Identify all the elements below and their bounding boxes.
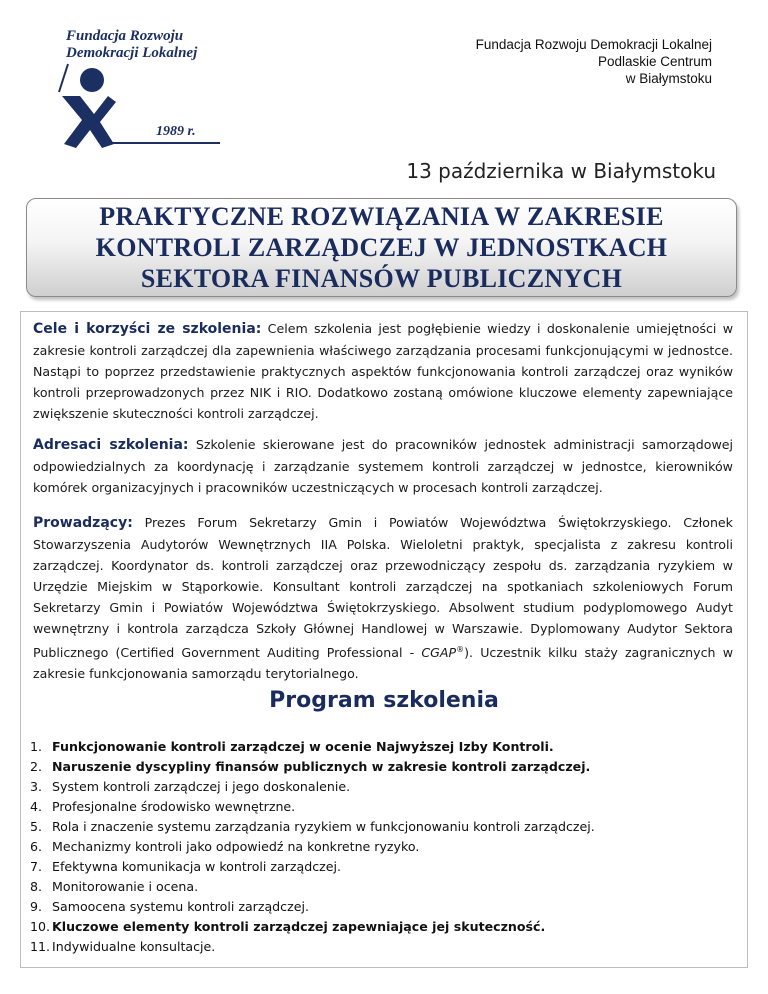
program-list [30,737,595,957]
program-item-number: 9. [30,899,43,914]
program-item-number: 2. [30,759,43,774]
trainer-label: Prowadzący: [33,515,133,531]
program-item-text: Profesjonalne środowisko wewnętrzne. [52,799,296,814]
program-item-text: Efektywna komunikacja w kontroli zarządczej. [52,859,342,874]
program-item [30,817,595,837]
org-line3: w Białymstoku [625,71,712,86]
program-item-text: Funkcjonowanie kontroli zarządczej w ocenie Najwyższej Izby Kontroli. [52,739,554,754]
event-date: 13 października w Białymstoku [406,159,716,183]
program-item-text: Kluczowe elementy kontroli zarządczej zapewniające jej skuteczność. [52,919,546,934]
program-item-text: System kontroli zarządczej i jego doskonalenie. [52,779,351,794]
audience-label: Adresaci szkolenia: [33,437,189,453]
logo-name-line1: Fundacja Rozwoju [66,28,184,44]
title-line1: PRAKTYCZNE ROZWIĄZANIA W ZAKRESIE [99,202,664,231]
program-item-number: 3. [30,779,43,794]
program-item-number: 7. [30,859,43,874]
program-item [30,737,595,757]
program-item-text: Monitorowanie i ocena. [52,879,199,894]
program-title: Program szkolenia [269,688,499,713]
trainer-reg-mark: ® [456,645,465,654]
audience-text: Szkolenie skierowane jest do pracowników jednostek administracji samorządowej odpowiedzialnych za koordynację i zarządzanie systemem kontroli zarządczej w jednostce, kierowników komórek organizacyjnych i pracowników uczestniczących w procesach kontroli zarządczej. [33,437,733,495]
program-item-number: 8. [30,879,43,894]
logo-underline [112,142,220,144]
organization-address [476,36,712,87]
program-item [30,857,595,877]
trainer-cgap: CGAP [421,645,457,661]
logo-name [66,28,197,62]
program-item-number: 10. [30,919,51,934]
trainer-text-a: Prezes Forum Sekretarzy Gmin i Powiatów Województwa Świętokrzyskiego. Członek Stowarzyszenia Audytorów Wewnętrznych IIA Polska. Wieloletni praktyk, specjalista z zakresu kontroli zarządczej. Koordynator ds. kontroli zarządczej oraz przewodniczący zespołu ds. zarządzania ryzykiem w Urzędzie Miejskim w Stąporkowie. Konsultant kontroli zarządczej na spotkaniach szkoleniowych Forum Sekretarzy Gmin i Powiatów Województwa Świętokrzyskiego. Absolwent studium podyplomowego Audyt wewnętrzny i kontrola zarządcza Szkoły Głównej Handlowej w Warszawie. Dyplomowany Audytor Sektora Publicznego (Certified Government Auditing Professional - [33,515,733,661]
org-line1: Fundacja Rozwoju Demokracji Lokalnej [475,37,712,52]
program-item [30,837,595,857]
program-item [30,777,595,797]
trainer-text-b: ). Uczestnik kilku staży zagranicznych w zakresie funkcjonowania samorządu terytorialnego. [33,645,733,682]
logo-year: 1989 r. [156,124,196,139]
goals-paragraph [33,318,733,424]
program-item-text: Naruszenie dyscypliny finansów publicznych w zakresie kontroli zarządczej. [52,759,591,774]
goals-text: Celem szkolenia jest pogłębienie wiedzy i doskonalenie umiejętności w zakresie kontroli zarządczej dla zapewnienia właściwego zarządzania procesami funkcjonującymi w jednostce. Nastąpi to poprzez przedstawienie praktycznych aspektów funkcjonowania kontroli zarządczej oraz wyników kontroli przeprowadzonych przez NIK i RIO. Dodatkowo zostaną omówione kluczowe elementy zapewniające zwiększenie skuteczności kontroli zarządczej. [33,321,733,421]
title-line3: SEKTORA FINANSÓW PUBLICZNYCH [140,264,623,293]
trainer-paragraph [33,512,733,684]
program-item [30,897,595,917]
program-item-number: 11. [30,939,51,954]
program-item-number: 5. [30,819,43,834]
program-item-text: Indywidualne konsultacje. [52,939,216,954]
goals-label: Cele i korzyści ze szkolenia: [33,321,262,337]
program-item [30,937,595,957]
figure-logo-icon [50,62,120,152]
program-item-number: 6. [30,839,43,854]
logo-name-line2: Demokracji Lokalnej [66,45,198,61]
program-item-text: Samoocena systemu kontroli zarządczej. [52,899,309,914]
program-item-number: 4. [30,799,43,814]
title-banner [26,198,737,297]
program-item [30,877,595,897]
foundation-logo [50,28,250,148]
program-item-text: Mechanizmy kontroli jako odpowiedź na konkretne ryzyko. [52,839,420,854]
program-item [30,917,595,937]
program-item-number: 1. [30,739,43,754]
program-item-text: Rola i znaczenie systemu zarządzania ryzykiem w funkcjonowaniu kontroli zarządczej. [52,819,595,834]
org-line2: Podlaskie Centrum [597,54,712,69]
program-item [30,797,595,817]
audience-paragraph [33,434,733,498]
title-line2: KONTROLI ZARZĄDCZEJ W JEDNOSTKACH [95,233,668,262]
program-item [30,757,595,777]
